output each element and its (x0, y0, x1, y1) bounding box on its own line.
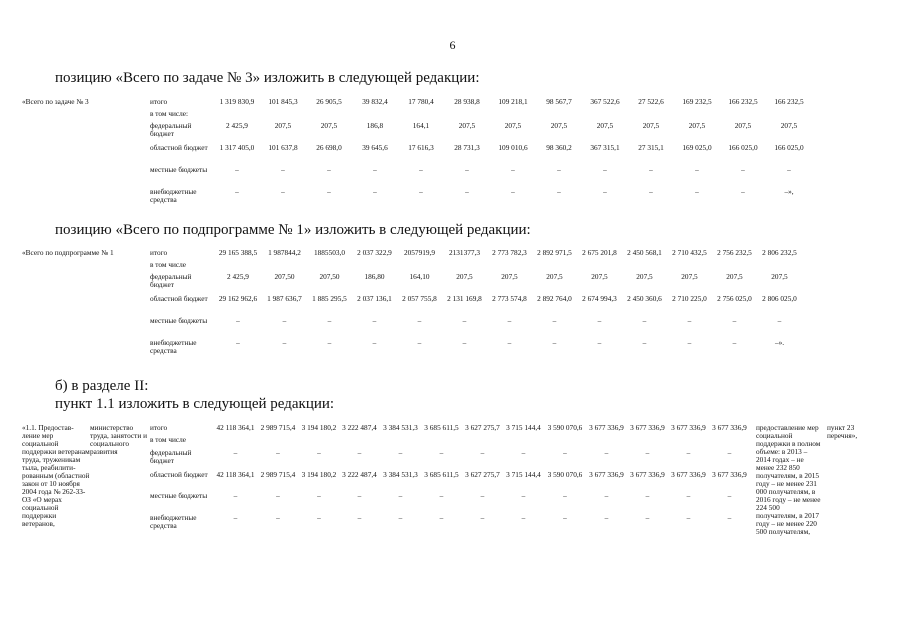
value-cell: – (233, 491, 238, 501)
value-cell: – (317, 491, 321, 501)
value-cell: 27 315,1 (638, 143, 664, 152)
value-cell: – (727, 491, 732, 501)
value-cell: – (603, 165, 607, 174)
value-cell: 166 232,5 (728, 97, 758, 106)
value-cell: 28 731,3 (454, 143, 480, 152)
value-cell: 207,5 (771, 272, 788, 281)
value-cell: 164,10 (409, 272, 430, 281)
value-cell: – (557, 187, 561, 196)
item-name: «1.1. Предостав-ление мер социальной поддержки ветеранам труда, труженикам тыла, реабилити-рованным (областной закон от 10 ноября 2004 года № 262-33-ОЗ «О мерах социальной поддержки ветеранов, (22, 423, 90, 528)
value-cell: 2 450 360,6 (627, 294, 662, 303)
value-cell: – (597, 316, 602, 325)
value-cell: – (233, 513, 238, 523)
heading-section2: б) в разделе II: (55, 378, 149, 394)
value-cell: 101 845,3 (268, 97, 298, 106)
value-cell: 3 715 144,4 (506, 469, 541, 479)
value-cell: – (511, 187, 515, 196)
value-cell: – (236, 338, 240, 347)
value-cell: – (327, 165, 331, 174)
row-label: в том числе (150, 435, 187, 445)
table-item-1-1 (22, 424, 871, 536)
value-cell: 207,5 (688, 121, 706, 130)
value-cell: – (649, 165, 653, 174)
value-cell: – (642, 316, 647, 325)
value-cell: – (327, 338, 332, 347)
value-cell: 166 025,0 (774, 143, 804, 152)
value-cell: – (465, 187, 469, 196)
value-cell: – (521, 491, 526, 501)
value-cell: – (462, 316, 467, 325)
value-cell: 186,80 (364, 272, 385, 281)
row-label: федеральный бюджет (150, 121, 192, 138)
value-cell: 207,5 (734, 121, 752, 130)
value-cell: 207,5 (780, 121, 798, 130)
value-cell: – (282, 338, 287, 347)
value-cell: – (732, 338, 737, 347)
value-cell: –». (774, 338, 785, 347)
value-cell: – (604, 491, 609, 501)
value-cell: – (373, 187, 377, 196)
value-cell: 29 165 388,5 (218, 248, 258, 257)
value-cell: 2 773 574,8 (492, 294, 527, 303)
value-cell: – (357, 513, 362, 523)
value-cell: – (480, 447, 485, 457)
value-cell: 3 677 336,9 (712, 423, 747, 432)
page-number: 6 (449, 38, 456, 52)
heading-item-1-1: пункт 1.1 изложить в следующей редакции: (55, 396, 335, 412)
value-cell: – (317, 513, 321, 523)
value-cell: – (604, 513, 609, 523)
value-cell: – (462, 338, 467, 347)
value-cell: 1 987844,2 (268, 248, 301, 257)
value-cell: – (281, 165, 285, 174)
value-cell: 98 360,2 (546, 143, 572, 152)
value-cell: – (235, 187, 239, 196)
value-cell: 2 710 432,5 (672, 248, 707, 257)
value-cell: 207,5 (456, 272, 473, 281)
value-cell: – (563, 491, 567, 501)
value-cell: – (777, 316, 782, 325)
value-cell: 1 987 636,7 (267, 294, 302, 303)
value-cell: – (645, 491, 650, 501)
value-cell: 1 317 405,0 (219, 143, 255, 152)
value-cell: 2 450 568,1 (627, 248, 662, 257)
value-cell: – (419, 187, 423, 196)
value-cell: – (236, 316, 240, 325)
value-cell: – (603, 187, 607, 196)
executor: министерство труда, занятости и социального развития (90, 423, 147, 456)
value-cell: – (372, 338, 377, 347)
value-cell: 2 806 025,0 (762, 294, 797, 303)
row-label: местные бюджеты (150, 165, 208, 174)
value-cell: 27 522,6 (638, 97, 664, 106)
value-cell: 166 025,0 (728, 143, 758, 152)
value-cell: 3 194 180,2 (301, 423, 337, 432)
value-cell: 207,5 (458, 121, 476, 130)
empty-cell (214, 436, 750, 448)
value-cell: 2 037 322,9 (357, 248, 392, 257)
value-cell: – (727, 447, 732, 457)
value-cell: 26 905,5 (316, 97, 342, 106)
value-cell: – (276, 491, 280, 501)
value-cell: – (465, 165, 469, 174)
row-label: областной бюджет (150, 143, 208, 152)
value-cell: – (317, 447, 321, 457)
value-cell: 3 384 531,3 (383, 423, 418, 432)
value-cell: 3 677 336,9 (589, 469, 624, 479)
value-cell: – (419, 165, 423, 174)
value-cell: – (439, 447, 444, 457)
value-cell: – (727, 513, 732, 523)
value-cell: 3 677 336,9 (671, 423, 706, 432)
value-cell: – (417, 316, 422, 325)
value-cell: 207,5 (274, 121, 292, 130)
value-cell: 3 677 336,9 (630, 423, 665, 432)
row-label: федеральный бюджет (150, 447, 192, 465)
value-cell: 169 232,5 (682, 97, 712, 106)
value-cell: 3 590 070,6 (547, 423, 583, 432)
value-cell: 2 675 201,8 (582, 248, 617, 257)
value-cell: 2 892 764,0 (537, 294, 572, 303)
value-cell: 207,50 (319, 272, 340, 281)
value-cell: 3 194 180,2 (301, 469, 337, 479)
value-cell: 1 319 830,9 (219, 97, 255, 106)
value-cell: – (686, 491, 691, 501)
value-cell: – (741, 187, 745, 196)
value-cell: 3 384 531,3 (383, 469, 418, 479)
value-cell: – (507, 316, 512, 325)
row-label: итого (150, 423, 168, 432)
value-cell: 207,5 (504, 121, 522, 130)
value-cell: – (604, 447, 609, 457)
table-row (22, 514, 871, 536)
value-cell: 3 685 611,5 (424, 423, 459, 432)
value-cell: 2131377,3 (448, 248, 480, 257)
value-cell: 2 131 169,8 (447, 294, 482, 303)
row-name: «Всего по подпрограмме № 1 (22, 248, 114, 257)
value-cell: 3 222 487,4 (342, 469, 377, 479)
value-cell: 207,5 (320, 121, 338, 130)
value-cell: – (507, 338, 512, 347)
value-cell: 2 057 755,8 (402, 294, 437, 303)
value-cell: 2 425,9 (226, 121, 248, 130)
value-cell: – (398, 447, 403, 457)
value-cell: 98 567,7 (546, 97, 572, 106)
value-cell: 2057919,9 (403, 248, 435, 257)
value-cell: 3 677 336,9 (589, 423, 624, 432)
value-cell: 186,8 (366, 121, 384, 130)
row-label: местные бюджеты (150, 491, 208, 501)
value-cell: – (439, 491, 444, 501)
value-cell: 109 010,6 (498, 143, 528, 152)
value-cell: 29 162 962,6 (218, 294, 258, 303)
value-cell: – (327, 187, 331, 196)
value-cell: – (327, 316, 332, 325)
value-cell: – (732, 316, 737, 325)
value-cell: – (357, 447, 362, 457)
value-cell: 42 118 364,1 (216, 423, 255, 432)
value-cell: – (645, 447, 650, 457)
value-cell: – (235, 165, 239, 174)
value-cell: 2 756 232,5 (717, 248, 752, 257)
table-row (22, 471, 871, 493)
value-cell: 3 627 275,7 (465, 423, 500, 432)
row-label: областной бюджет (150, 294, 208, 303)
value-cell: – (276, 513, 280, 523)
value-cell: – (787, 165, 791, 174)
value-cell: 28 938,8 (454, 97, 480, 106)
table-row (22, 492, 871, 514)
value-cell: – (645, 513, 650, 523)
value-cell: – (480, 513, 485, 523)
expected-result: предоставление мер социальной поддержки в полном объеме: в 2013 – 2014 годах – не менее 232 850 получателям, в 2015 году – не менее 231 000 получателям, в 2016 году – не менее 224 500 получателям, в 2017 году – не менее 220 500 получателям, (756, 423, 821, 536)
value-cell: – (687, 316, 692, 325)
value-cell: 2 425,9 (227, 272, 249, 281)
table-row (22, 98, 812, 110)
value-cell: 2 989 715,4 (260, 423, 296, 432)
value-cell: 207,5 (596, 121, 614, 130)
row-label: местные бюджеты (150, 316, 208, 325)
row-label: в том числе (150, 260, 187, 269)
value-cell: – (563, 447, 567, 457)
value-cell: 2 806 232,5 (762, 248, 797, 257)
row-label: внебюджетные средства (150, 513, 197, 531)
value-cell: – (480, 491, 485, 501)
value-cell: – (233, 447, 238, 457)
value-cell: 39 832,4 (362, 97, 388, 106)
value-cell: 3 677 336,9 (630, 469, 665, 479)
value-cell: 2 756 025,0 (717, 294, 752, 303)
value-cell: 207,5 (726, 272, 743, 281)
value-cell: – (741, 165, 745, 174)
value-cell: – (687, 338, 692, 347)
table-task3 (22, 98, 812, 210)
value-cell: 3 677 336,9 (712, 469, 747, 479)
reference: пункт 23 перечня», (827, 423, 858, 440)
value-cell: 42 118 364,1 (216, 469, 255, 479)
value-cell: – (552, 338, 557, 347)
row-label: федеральный бюджет (150, 272, 192, 289)
value-cell: 207,5 (636, 272, 653, 281)
row-label: итого (150, 248, 168, 257)
table-row (22, 436, 871, 448)
row-label: итого (150, 97, 168, 106)
row-label: внебюджетные средства (150, 338, 197, 355)
value-cell: 207,5 (681, 272, 698, 281)
value-cell: 2 892 971,5 (537, 248, 572, 257)
value-cell: – (563, 513, 567, 523)
table-row (22, 449, 871, 471)
value-cell: 3 590 070,6 (547, 469, 583, 479)
heading-task3: позицию «Всего по задаче № 3» изложить в следующей редакции: (55, 70, 480, 86)
value-cell: 207,50 (274, 272, 295, 281)
value-cell: 3 677 336,9 (671, 469, 706, 479)
value-cell: 367 522,6 (590, 97, 620, 106)
value-cell: 2 989 715,4 (260, 469, 296, 479)
value-cell: – (642, 338, 647, 347)
value-cell: 169 025,0 (682, 143, 712, 152)
value-cell: – (597, 338, 602, 347)
value-cell: 3 627 275,7 (465, 469, 500, 479)
value-cell: – (373, 165, 377, 174)
value-cell: 17 780,4 (408, 97, 434, 106)
value-cell: 109 218,1 (498, 97, 528, 106)
value-cell: 26 698,0 (316, 143, 342, 152)
value-cell: 3 222 487,4 (342, 423, 377, 432)
row-label: в том числе: (150, 109, 189, 118)
value-cell: 164,1 (412, 121, 430, 130)
value-cell: –», (784, 187, 794, 196)
value-cell: 2 674 994,3 (582, 294, 617, 303)
value-cell: 207,5 (550, 121, 568, 130)
value-cell: – (686, 447, 691, 457)
value-cell: – (695, 165, 699, 174)
value-cell: 3 715 144,4 (506, 423, 541, 432)
row-name: «Всего по задаче № 3 (22, 97, 89, 106)
value-cell: – (398, 513, 403, 523)
value-cell: – (695, 187, 699, 196)
value-cell: 17 616,3 (408, 143, 434, 152)
value-cell: 166 232,5 (774, 97, 804, 106)
value-cell: – (686, 513, 691, 523)
value-cell: 207,5 (642, 121, 660, 130)
value-cell: 2 037 136,1 (357, 294, 392, 303)
value-cell: – (357, 491, 362, 501)
value-cell: 207,5 (546, 272, 563, 281)
value-cell: – (521, 513, 526, 523)
value-cell: 207,5 (501, 272, 518, 281)
table-subprogram1 (22, 249, 802, 361)
heading-subprogram1: позицию «Всего по подпрограмме № 1» изложить в следующей редакции: (55, 222, 531, 238)
value-cell: – (649, 187, 653, 196)
value-cell: – (552, 316, 557, 325)
value-cell: 39 645,6 (362, 143, 388, 152)
value-cell: – (276, 447, 280, 457)
value-cell: 2 710 225,0 (672, 294, 707, 303)
value-cell: 101 637,8 (268, 143, 298, 152)
value-cell: 3 685 611,5 (424, 469, 459, 479)
value-cell: – (417, 338, 422, 347)
value-cell: – (557, 165, 561, 174)
value-cell: 367 315,1 (590, 143, 620, 152)
value-cell: – (372, 316, 377, 325)
table-row (22, 249, 802, 261)
value-cell: – (511, 165, 515, 174)
value-cell: – (398, 491, 403, 501)
value-cell: – (282, 316, 287, 325)
row-label: внебюджетные средства (150, 187, 197, 204)
value-cell: – (281, 187, 285, 196)
value-cell: – (439, 513, 444, 523)
value-cell: – (521, 447, 526, 457)
value-cell: 1885503,0 (313, 248, 345, 257)
value-cell: 2 773 782,3 (492, 248, 527, 257)
value-cell: 207,5 (591, 272, 608, 281)
row-label: областной бюджет (150, 469, 208, 479)
value-cell: 1 885 295,5 (312, 294, 347, 303)
